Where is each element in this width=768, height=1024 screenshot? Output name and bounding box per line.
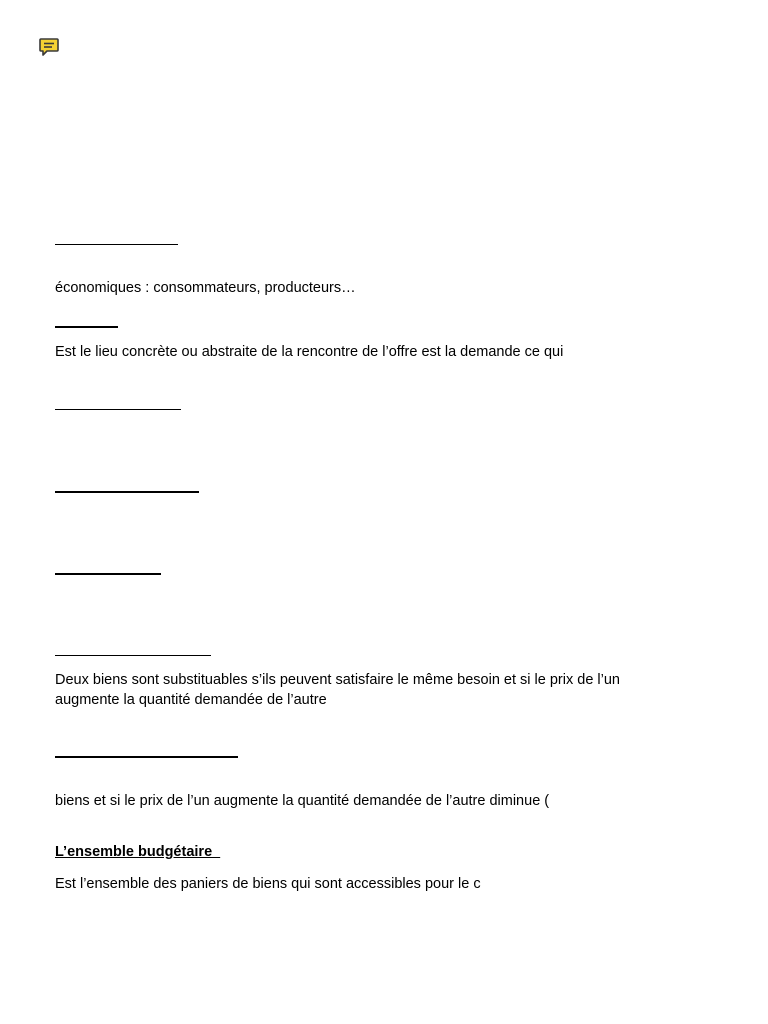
paragraph-marche: Est le lieu concrète ou abstraite de la rencontre de l’offre est la demande ce qui [55,344,564,360]
heading-rule-5 [55,573,161,575]
heading-rule-7 [55,756,238,758]
paragraph-complementaires: biens et si le prix de l’un augmente la quantité demandée de l’autre diminue ( [55,793,550,809]
heading-rule-1 [55,244,178,245]
heading-rule-4 [55,491,199,493]
paragraph-economiques: économiques : consommateurs, producteurs… [55,280,356,296]
heading-rule-3 [55,409,181,410]
paragraph-ensemble-budgetaire: Est l’ensemble des paniers de biens qui sont accessibles pour le c [55,876,481,892]
heading-rule-6 [55,655,211,656]
paragraph-substituables: Deux biens sont substituables s’ils peuvent satisfaire le même besoin et si le prix de l’un augmente la quantité demandée de l’autre [55,672,620,708]
heading-ensemble-budgetaire: L’ensemble budgétaire [55,844,221,860]
comment-icon[interactable] [38,36,60,58]
heading-rule-2 [55,326,118,328]
